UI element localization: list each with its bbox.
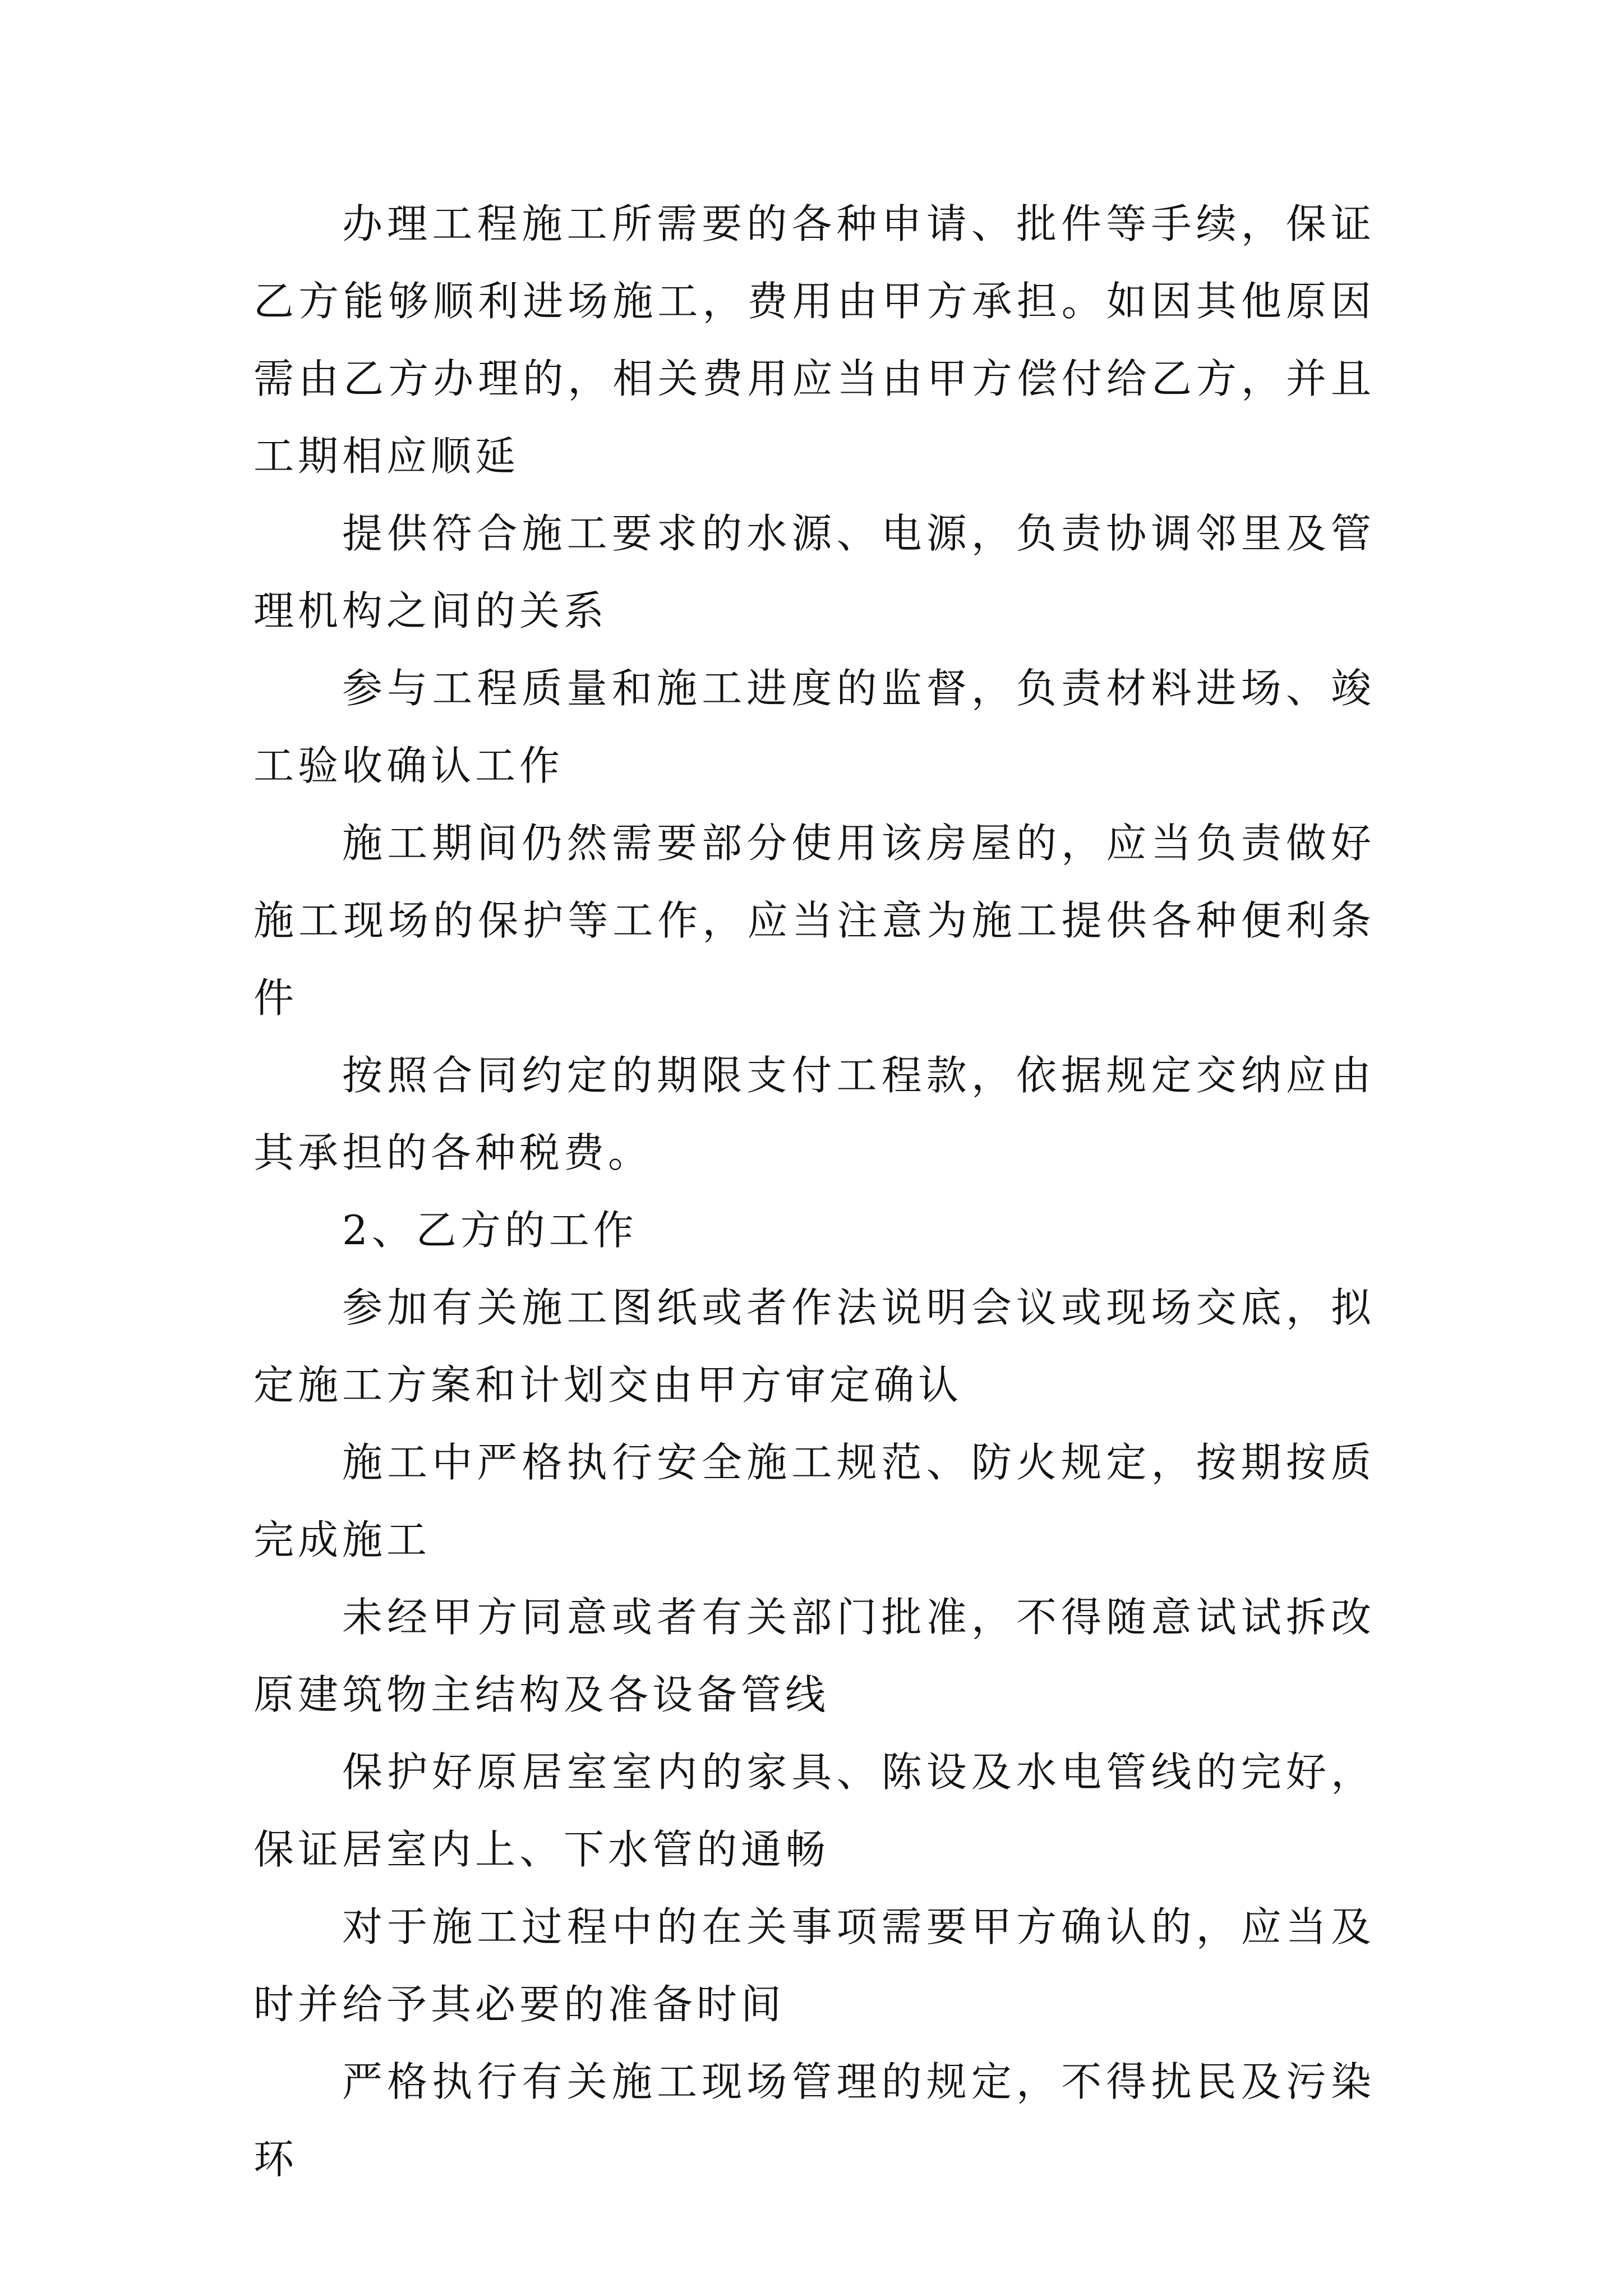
paragraph-5: 按照合同约定的期限支付工程款，依据规定交纳应由其承担的各种税费。 xyxy=(253,1052,1375,1176)
paragraph-11: 严格执行有关施工现场管理的规定，不得扰民及污染环 xyxy=(253,2058,1375,2183)
paragraph-4: 施工期间仍然需要部分使用该房屋的，应当负责做好施工现场的保护等工作，应当注意为施工提供各种便利条件 xyxy=(253,820,1375,1022)
paragraph-6: 参加有关施工图纸或者作法说明会议或现场交底，拟定施工方案和计划交由甲方审定确认 xyxy=(253,1284,1375,1409)
paragraph-2: 提供符合施工要求的水源、电源，负责协调邻里及管理机构之间的关系 xyxy=(253,510,1375,634)
paragraph-8: 未经甲方同意或者有关部门批准，不得随意试试拆改原建筑物主结构及各设备管线 xyxy=(253,1594,1375,1718)
document-body xyxy=(253,185,1375,2198)
paragraph-10: 对于施工过程中的在关事项需要甲方确认的，应当及时并给予其必要的准备时间 xyxy=(253,1903,1375,2028)
paragraph-1: 办理工程施工所需要的各种申请、批件等手续，保证乙方能够顺利进场施工，费用由甲方承担。如因其他原因需由乙方办理的，相关费用应当由甲方偿付给乙方，并且工期相应顺延 xyxy=(253,200,1375,480)
paragraph-7: 施工中严格执行安全施工规范、防火规定，按期按质完成施工 xyxy=(253,1439,1375,1563)
section-heading: 2、乙方的工作 xyxy=(342,1207,638,1254)
paragraph-3: 参与工程质量和施工进度的监督，负责材料进场、竣工验收确认工作 xyxy=(253,665,1375,789)
paragraph-9: 保护好原居室室内的家具、陈设及水电管线的完好，保证居室内上、下水管的通畅 xyxy=(253,1749,1375,1873)
